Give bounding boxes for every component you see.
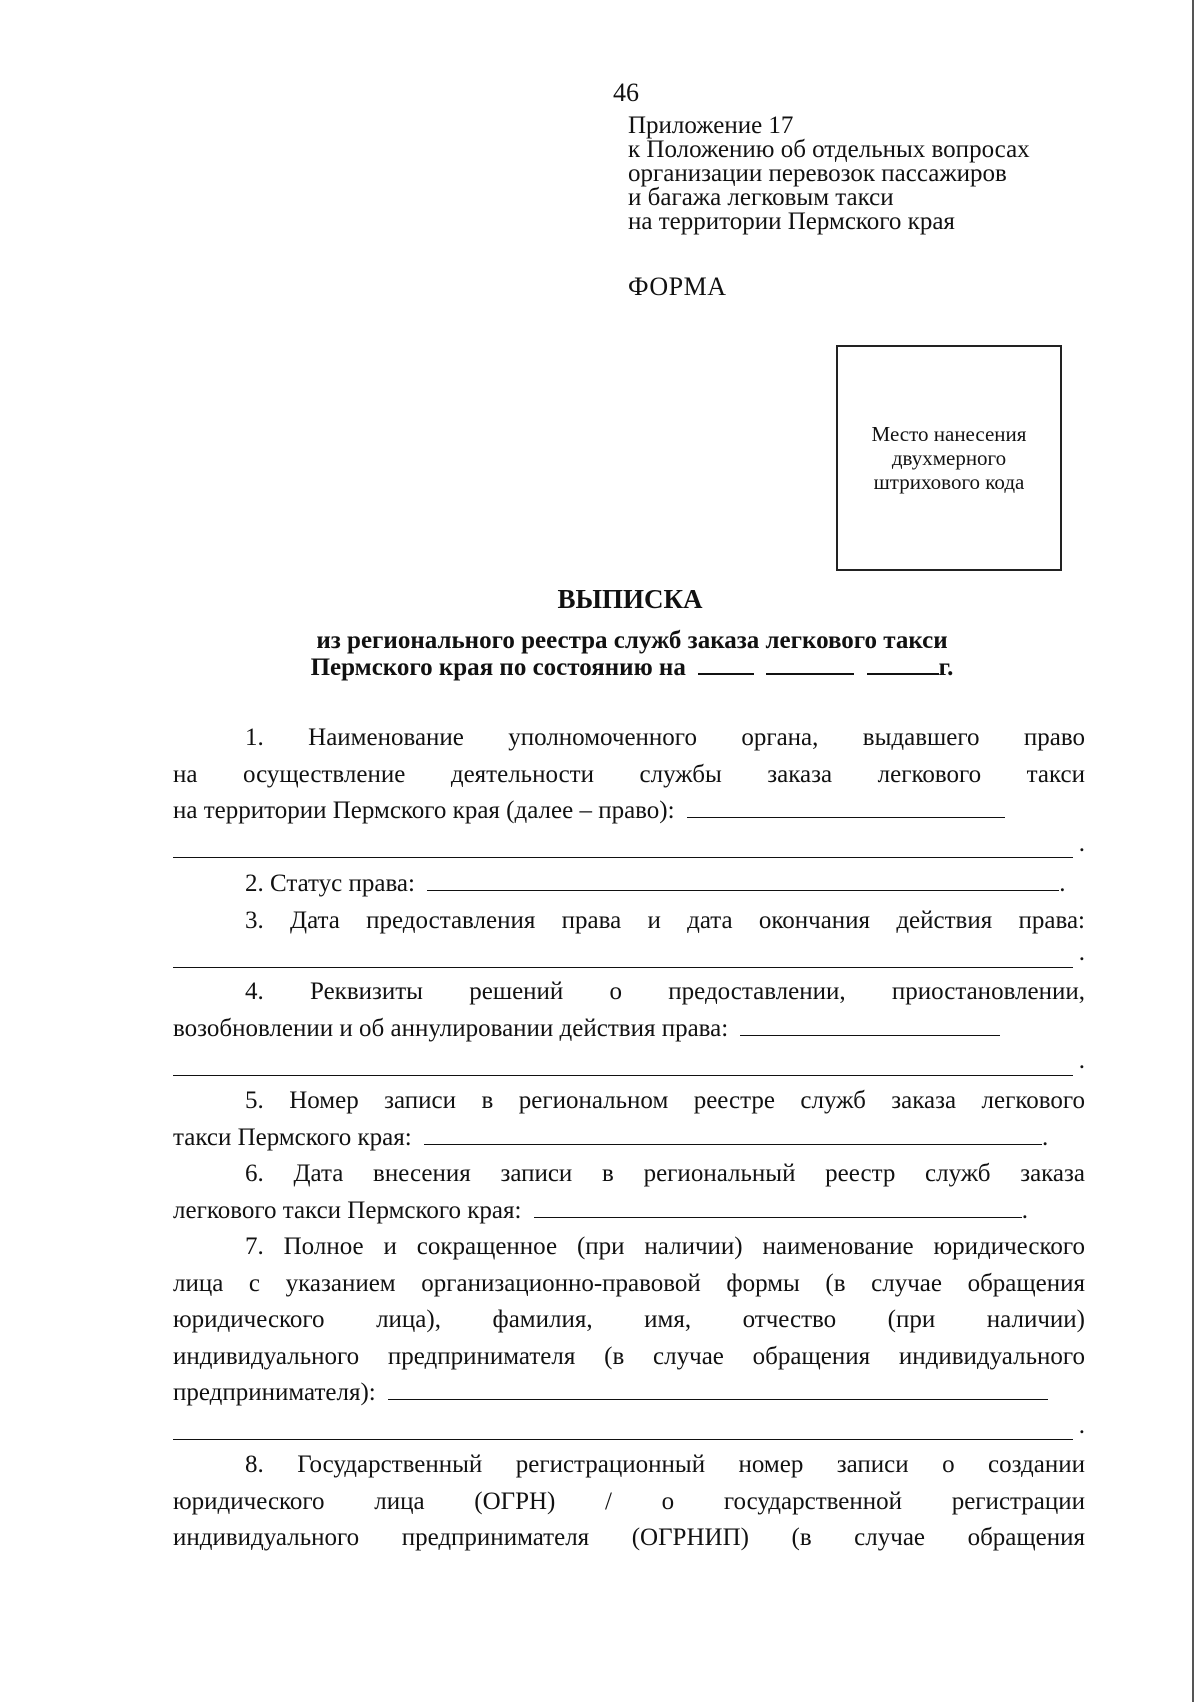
item-5-label: такси Пермского края: xyxy=(173,1123,412,1151)
item-6-line-2 xyxy=(173,1193,1085,1230)
item-5-line-1: 5. Номер записи в региональном реестре служб заказа легкового xyxy=(245,1087,1085,1114)
appendix-line: организации перевозок пассажиров xyxy=(628,160,1007,187)
document-subtitle xyxy=(272,629,992,680)
item-8-line-2: юридического лица (ОГРН) / о государственной регистрации xyxy=(173,1487,1085,1515)
barcode-text-line: штрихового кода xyxy=(873,470,1025,494)
item-2-label: 2. Статус права: xyxy=(245,870,415,897)
item-4-line-3 xyxy=(173,1047,1085,1084)
item-7-fill-rule[interactable] xyxy=(173,1439,1073,1440)
item-5-fill-field[interactable] xyxy=(424,1122,1042,1145)
item-7-line-6 xyxy=(173,1412,1085,1449)
item-2-fill-field[interactable] xyxy=(427,868,1059,891)
period: . xyxy=(1021,1196,1028,1224)
period: . xyxy=(1078,1411,1085,1439)
item-3-line-1: 3. Дата предоставления права и дата окончания действия права: xyxy=(245,906,1085,934)
item-6-line-1: 6. Дата внесения записи в региональный реестр служб заказа xyxy=(245,1160,1085,1187)
barcode-text-line: двухмерного xyxy=(891,446,1007,470)
item-7-line-2: лица с указанием организационно-правовой формы (в случае обращения xyxy=(173,1269,1085,1297)
appendix-header xyxy=(628,114,1030,234)
item-5-line-2 xyxy=(173,1120,1085,1157)
period: . xyxy=(1059,870,1066,897)
form-item-4 xyxy=(173,974,1085,1084)
appendix-line: к Положению об отдельных вопросах xyxy=(628,136,1030,163)
barcode-placeholder-box xyxy=(836,345,1062,571)
appendix-line: на территории Пермского края xyxy=(628,208,955,235)
document-title: ВЫПИСКА xyxy=(557,584,703,614)
item-7-line-4: индивидуального предпринимателя (в случае обращения индивидуального xyxy=(173,1342,1085,1370)
item-1-label: на территории Пермского края (далее – право): xyxy=(173,797,675,824)
date-year-blank xyxy=(867,653,939,675)
item-1-fill-field[interactable] xyxy=(687,795,1005,818)
item-1-line-1: 1. Наименование уполномоченного органа, выдавшего право xyxy=(245,724,1085,751)
date-month-blank xyxy=(766,653,854,675)
item-7-line-1: 7. Полное и сокращенное (при наличии) наименование юридического xyxy=(245,1233,1085,1260)
item-1-line-2: на осуществление деятельности службы заказа легкового такси xyxy=(173,760,1085,788)
item-4-fill-field[interactable] xyxy=(740,1013,1000,1036)
form-items-block-a xyxy=(173,720,1085,976)
item-4-line-1: 4. Реквизиты решений о предоставлении, приостановлении, xyxy=(245,978,1085,1005)
subtitle-line-1: из регионального реестра служб заказа легкового такси xyxy=(316,627,948,654)
date-day-blank xyxy=(698,653,754,675)
item-1-line-4 xyxy=(173,830,1085,867)
page-edge-line xyxy=(1192,0,1194,1702)
item-2-line xyxy=(173,866,1085,903)
period: . xyxy=(1078,829,1085,857)
subtitle-prefix: Пермского края по состоянию на xyxy=(310,654,686,681)
barcode-text-line: Место нанесения xyxy=(871,422,1027,446)
period: . xyxy=(1041,1123,1049,1151)
item-7-line-5 xyxy=(173,1375,1085,1412)
item-6-fill-field[interactable] xyxy=(534,1195,1022,1218)
period: . xyxy=(1078,939,1085,966)
subtitle-suffix: г. xyxy=(938,654,954,681)
item-8-line-1: 8. Государственный регистрационный номер записи о создании xyxy=(245,1451,1085,1478)
form-item-8 xyxy=(173,1447,1085,1557)
subtitle-line-2 xyxy=(272,653,992,680)
appendix-line: и багажа легковым такси xyxy=(628,184,894,211)
item-4-line-2 xyxy=(173,1011,1085,1048)
item-4-fill-rule[interactable] xyxy=(173,1075,1073,1076)
item-7-fill-field[interactable] xyxy=(388,1377,1048,1400)
item-4-label: возобновлении и об аннулировании действия права: xyxy=(173,1014,729,1042)
item-1-fill-rule[interactable] xyxy=(173,857,1073,858)
item-7-label: предпринимателя): xyxy=(173,1379,376,1406)
form-items-block-b xyxy=(173,1083,1085,1448)
item-8-line-3: индивидуального предпринимателя (ОГРНИП) (в случае обращения xyxy=(173,1524,1085,1551)
appendix-line: Приложение 17 xyxy=(628,112,794,139)
item-3-fill-rule[interactable] xyxy=(173,967,1073,968)
item-1-line-3 xyxy=(173,793,1085,830)
form-label: ФОРМА xyxy=(628,272,727,301)
item-7-line-3: юридического лица), фамилия, имя, отчество (при наличии) xyxy=(173,1306,1085,1333)
barcode-placeholder-text xyxy=(872,422,1027,494)
item-3-line-2 xyxy=(173,939,1085,976)
item-6-label: легкового такси Пермского края: xyxy=(173,1196,522,1224)
page-number: 46 xyxy=(613,78,639,107)
period: . xyxy=(1078,1047,1085,1074)
